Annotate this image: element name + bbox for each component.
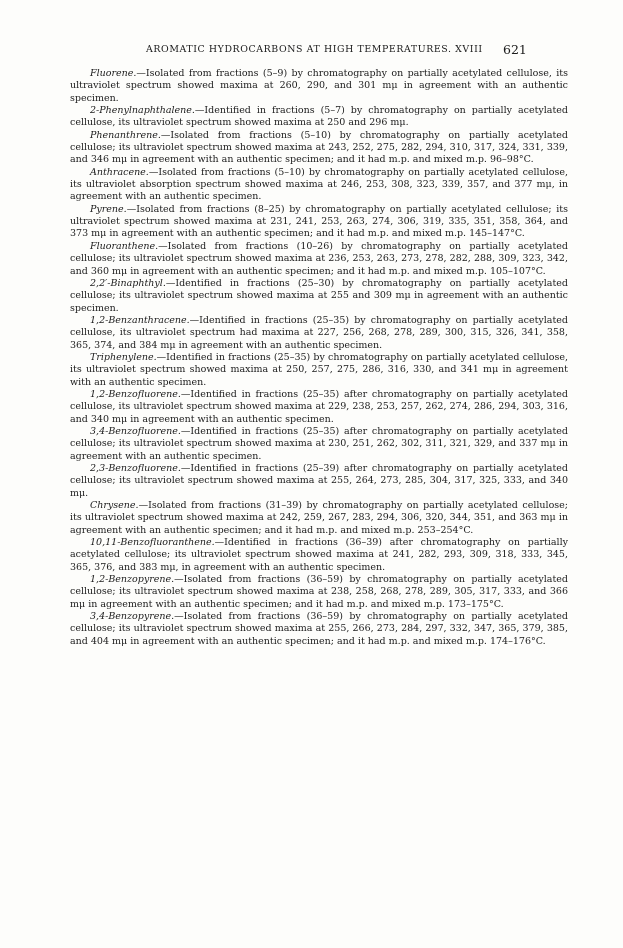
- compound-name: Fluoranthene.: [90, 240, 159, 252]
- paragraph-1-2-benzopyrene: [70, 574, 568, 611]
- paragraph-phenanthrene: [70, 130, 568, 167]
- paragraph-text: —Identified in fractions (25–35) after chromatography on partially acetylated cellulose; its ultraviolet spectrum showed maxima at 230, 251, 262, 302, 311, 321, 329, and 337 mμ in agreement with an authentic specimen.: [70, 425, 568, 462]
- paragraph-benzofluoranthene: [70, 537, 568, 574]
- paragraph-text: —Identified in fractions (25–35) by chromatography on partially acetylated cellulose, its ultraviolet spectrum showed maxima at 250, 257, 275, 286, 316, 330, and 341 mμ in agreement with an authentic specimen.: [70, 351, 568, 388]
- paragraph-text: —Identified in fractions (25–35) by chromatography on partially acetylated cellulose, its ultraviolet spectrum had maxima at 227, 256, 268, 278, 289, 300, 315, 326, 341, 358, 365, 374, and 384 mμ in agreement with an authentic specimen.: [70, 314, 568, 351]
- paragraph-text: —Isolated from fractions (31–39) by chromatography on partially acetylated cellulose; its ultraviolet spectrum showed maxima at 242, 259, 267, 283, 294, 306, 320, 344, 351, and 363 mμ in agreement with an authentic specimen; and it had m.p. and mixed m.p. 253–254°C.: [70, 500, 568, 536]
- paragraph-text: —Isolated from fractions (5–10) by chromatography on partially acetylated cellulose, its ultraviolet absorption spectrum showed maxima at 246, 253, 308, 323, 339, 357, and 377 mμ, in agreement with an authentic specimen.: [70, 166, 568, 203]
- paragraph-text: —Identified in fractions (25–39) after chromatography on partially acetylated cellulose; its ultraviolet spectrum showed maxima at 255, 264, 273, 285, 304, 317, 325, 333, and 340 mμ.: [70, 463, 568, 499]
- compound-name: 2-Phenylnaphthalene.: [90, 105, 195, 117]
- compound-name: 1,2-Benzopyrene.: [90, 574, 175, 586]
- compound-name: 3,4-Benzofluorene.: [90, 425, 181, 437]
- paragraph-text: —Isolated from fractions (36–59) by chromatography on partially acetylated cellulose; its ultraviolet spectrum showed maxima at 238, 258, 268, 278, 289, 305, 317, 333, and 366 mμ in agreement with an authentic specimen; and it had m.p. and mixed m.p. 173–175°C.: [70, 574, 568, 610]
- paragraph-text: —Identified in fractions (25–35) after chromatography on partially acetylated cellulose, its ultraviolet spectrum showed maxima at 229, 238, 253, 257, 262, 274, 286, 294, 303, 316, and 340 mμ in agreement with an authentic specimen.: [70, 388, 568, 425]
- compound-name: Chrysene.: [90, 500, 139, 512]
- compound-name: 1,2-Benzanthracene.: [90, 314, 190, 326]
- paragraph-text: —Isolated from fractions (8–25) by chromatography on partially acetylated cellulose; its ultraviolet spectrum showed maxima at 231, 241, 253, 263, 274, 306, 319, 335, 351, 358, 364, and 373 mμ in agreement with an authentic specimen; and it had m.p. and mixed m.p. 145–147°C.: [70, 203, 568, 240]
- paragraph-2-phenylnaphthalene: [70, 105, 568, 130]
- paragraph-3-4-benzopyrene: [70, 611, 568, 648]
- paragraph-triphenylene: [70, 352, 568, 389]
- page-header: [0, 42, 623, 58]
- paragraph-1-2-benzanthracene: [70, 315, 568, 352]
- paragraph-text: —Isolated from fractions (10–26) by chromatography on partially acetylated cellulose; its ultraviolet spectrum showed maxima at 236, 253, 263, 273, 278, 282, 288, 309, 323, 342, and 360 mμ in agreement with an authentic specimen; and it had m.p. and mixed m.p. 105–107°C.: [70, 240, 568, 277]
- compound-name: Fluorene.: [90, 68, 137, 79]
- paragraph-text: —Isolated from fractions (5–9) by chromatography on partially acetylated cellulose, its ultraviolet spectrum showed maxima at 260, 290, and 301 mμ in agreement with an authentic specimen.: [70, 68, 568, 104]
- compound-name: Triphenylene.: [90, 351, 157, 363]
- body-text: [70, 68, 568, 648]
- paragraph-pyrene: [70, 204, 568, 241]
- paragraph-fluoranthene: [70, 241, 568, 278]
- paragraph-binaphthyl: [70, 278, 568, 315]
- paragraph-text: —Isolated from fractions (5–10) by chromatography on partially acetylated cellulose; its ultraviolet spectrum showed maxima at 243, 252, 275, 282, 294, 310, 317, 324, 331, 339, and 346 mμ in agreement with an authentic specimen; and it had m.p. and mixed m.p. 96–98°C.: [70, 129, 568, 166]
- compound-name: 2,2′-Binaphthyl.: [90, 277, 166, 289]
- compound-name: Anthracene.: [90, 166, 149, 178]
- compound-name: 10,11-Benzofluoranthene.: [90, 537, 215, 549]
- paragraph-text: —Identified in fractions (36–39) after chromatography on partially acetylated cellulose; its ultraviolet spectrum showed maxima at 241, 282, 293, 309, 318, 333, 345, 365, 376, and 383 mμ, in agreement with an authentic specimen.: [70, 537, 568, 573]
- paragraph-3-4-benzofluorene: [70, 426, 568, 463]
- compound-name: Pyrene.: [90, 203, 127, 215]
- paragraph-anthracene: [70, 167, 568, 204]
- paragraph-text: —Isolated from fractions (36–59) by chromatography on partially acetylated cellulose; its ultraviolet spectrum showed maxima at 255, 266, 273, 284, 297, 332, 347, 365, 379, 385, and 404 mμ in agreement with an authentic specimen; and it had m.p. and mixed m.p. 174–176°C.: [70, 611, 568, 647]
- paragraph-text: —Identified in fractions (25–30) by chromatography on partially acetylated cellulose; its ultraviolet spectrum showed maxima at 255 and 309 mμ in agreement with an authentic specimen.: [70, 277, 568, 314]
- compound-name: 1,2-Benzofluorene.: [90, 388, 181, 400]
- running-title: AROMATIC HYDROCARBONS AT HIGH TEMPERATURES. XVIII: [146, 44, 483, 55]
- paragraph-text: —Identified in fractions (5–7) by chromatography on partially acetylated cellulose, its ultraviolet spectrum showed maxima at 250 and 296 mμ.: [70, 105, 568, 129]
- paragraph-chrysene: [70, 500, 568, 537]
- paragraph-fluorene: [70, 68, 568, 105]
- compound-name: Phenanthrene.: [90, 129, 161, 141]
- compound-name: 2,3-Benzofluorene.: [90, 463, 181, 474]
- page-number: 621: [503, 42, 527, 57]
- compound-name: 3,4-Benzopyrene.: [90, 611, 175, 623]
- paragraph-2-3-benzofluorene: [70, 463, 568, 500]
- paragraph-1-2-benzofluorene: [70, 389, 568, 426]
